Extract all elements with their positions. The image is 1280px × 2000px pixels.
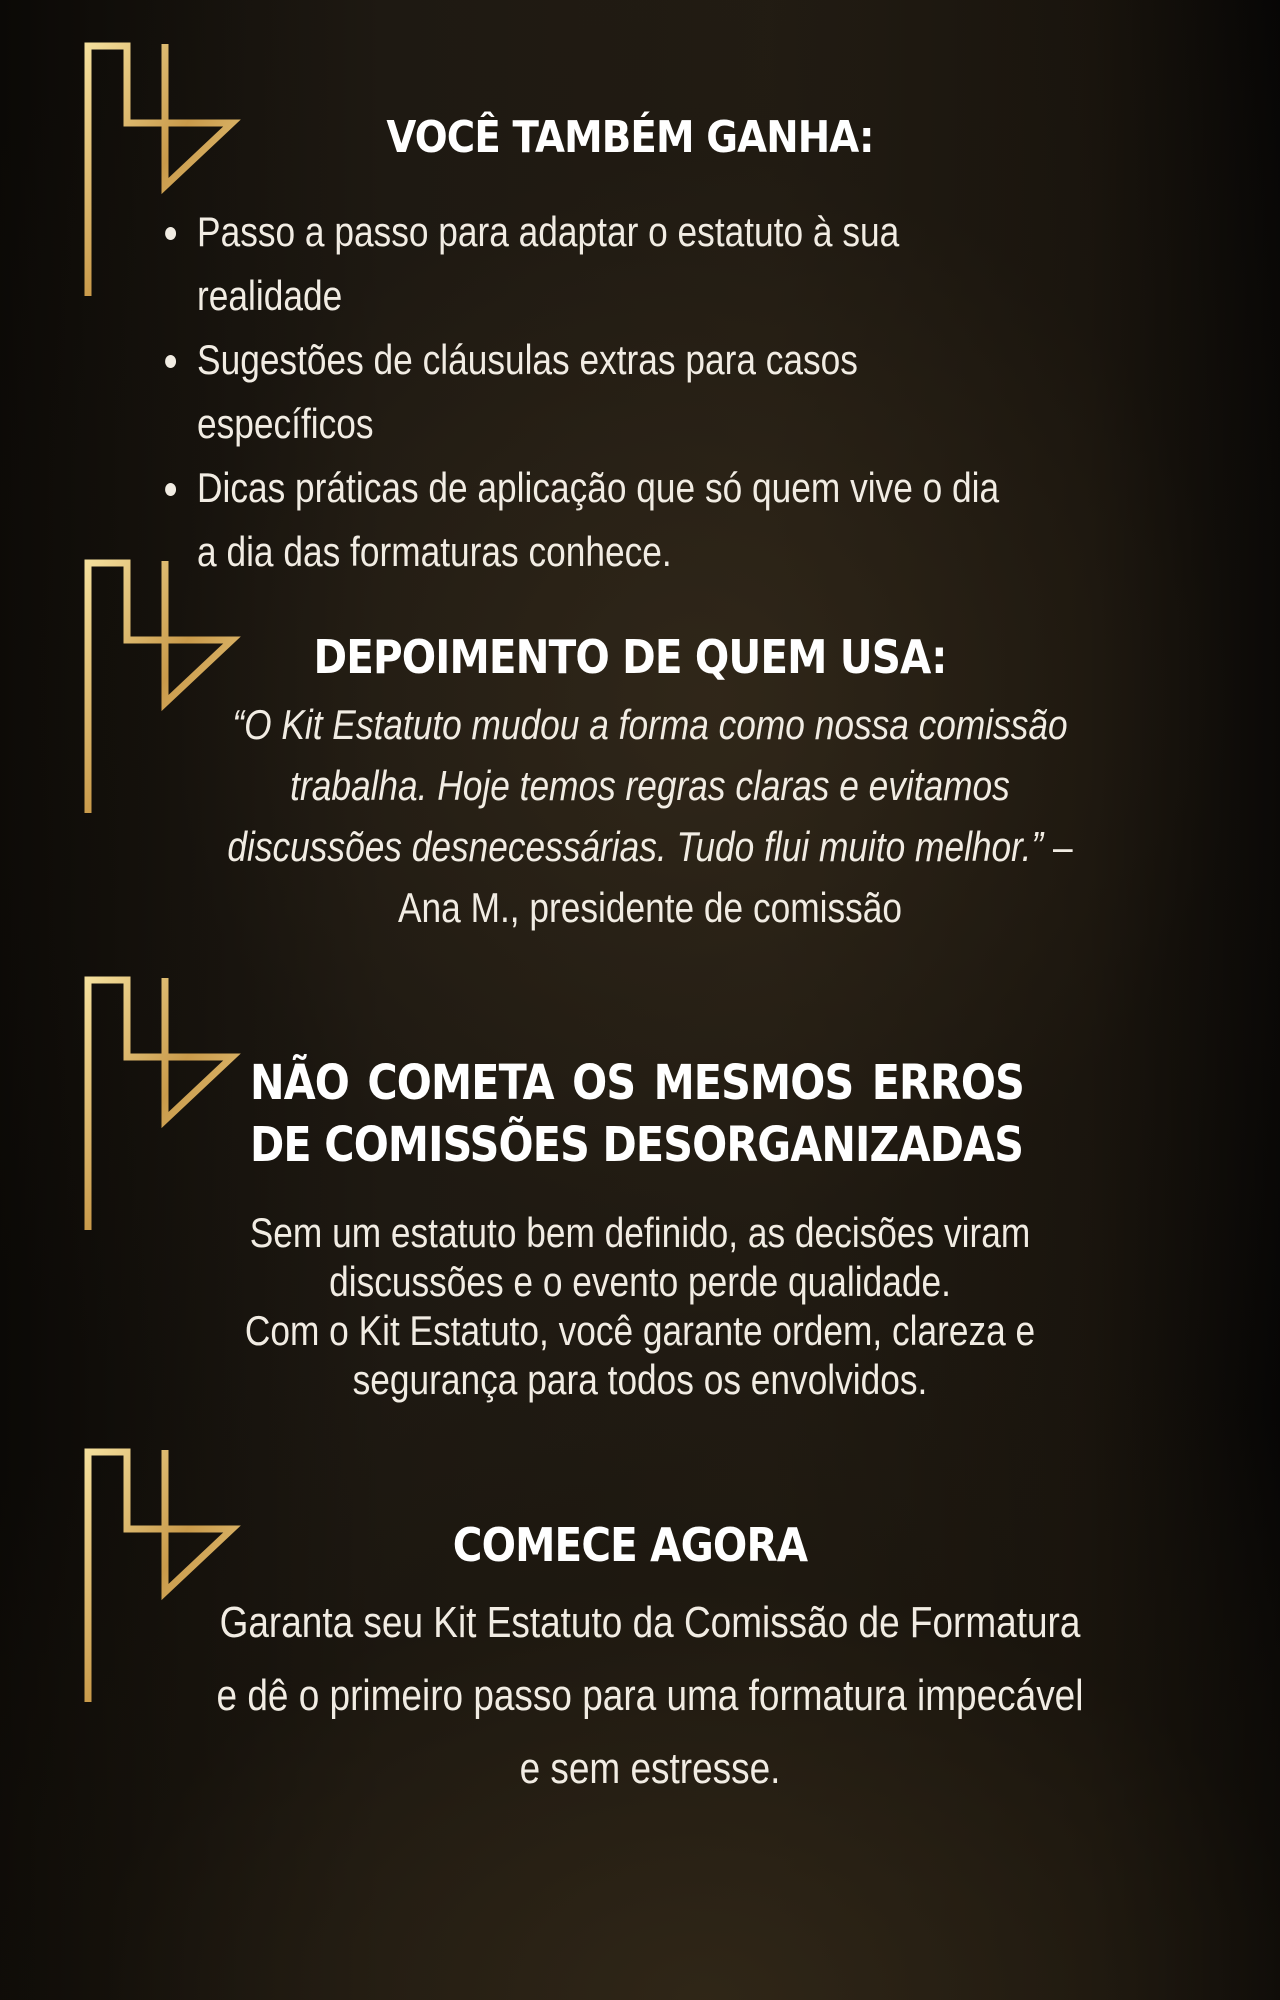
testimonial-attribution: – Ana M., presidente de comissão (398, 823, 1073, 931)
testimonial-quote: “O Kit Estatuto mudou a forma como nossa comissão trabalha. Hoje temos regras claras e evitamos discussões desnecessárias. Tudo flui muito melhor.” (227, 701, 1068, 870)
warning-text (228, 1208, 1051, 1404)
cta-text: Garanta seu Kit Estatuto da Comissão de Formatura e dê o primeiro passo para uma formatura impecável e sem estresse. (216, 1598, 1084, 1793)
benefits-list (150, 200, 1015, 584)
list-item: • Sugestões de cláusulas extras para casos específicos (192, 328, 1015, 456)
list-item: • Dicas práticas de aplicação que só quem vive o dia a dia das formaturas conhece. (192, 456, 1015, 584)
warning-line-1: Sem um estatuto bem definido, as decisões viram discussões e o evento perde qualidade. (249, 1209, 1031, 1305)
warning-line-2: Com o Kit Estatuto, você garante ordem, clareza e segurança para todos os envolvidos. (244, 1307, 1036, 1403)
testimonial-block (222, 694, 1079, 938)
list-item: • Passo a passo para adaptar o estatuto à sua realidade (192, 200, 1015, 328)
testimonial-heading: DEPOIMENTO DE QUEM USA: (313, 630, 947, 684)
cta-heading: COMECE AGORA (452, 1518, 808, 1572)
benefits-heading: VOCÊ TAMBÉM GANHA: (386, 112, 874, 163)
warning-heading: NÃO COMETA OS MESMOS ERROS DE COMISSÕES DESORGANIZADAS (250, 1055, 1024, 1173)
